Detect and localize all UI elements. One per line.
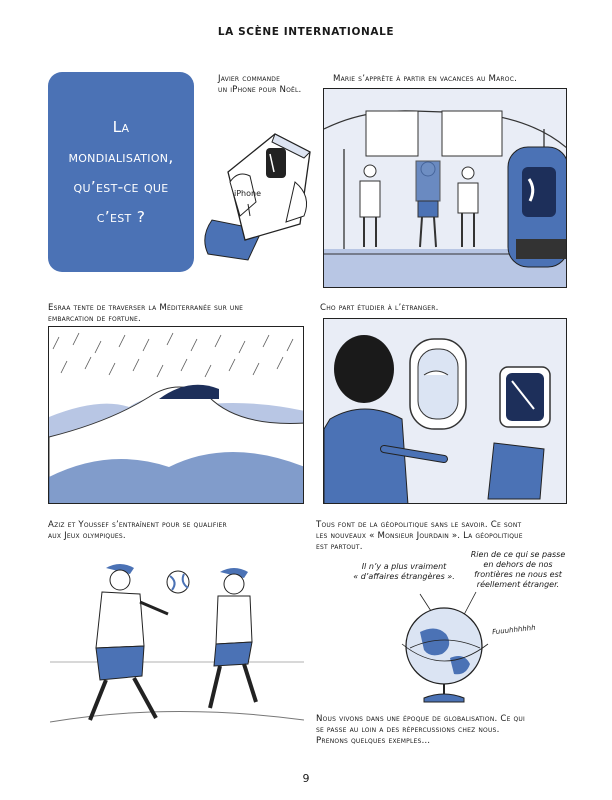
panel-train [323,88,567,288]
caption-iphone: Javier commande un iPhone pour Noël. [218,74,302,95]
title-line: mondialisation, [68,148,174,166]
player-left [90,564,168,720]
plane-cabin-drawing [324,319,567,504]
page-title [68,112,173,232]
sound-effect: Fuuuhhhhhh [491,623,536,637]
caption-boat: Esraa tente de traverser la Méditerranée sur une embarcation de fortune. [48,303,244,324]
iphone-illustration [200,112,315,262]
title-line: c’est ? [96,208,146,226]
iphone-box-label: iPhone [234,189,262,198]
train-station-drawing [324,89,567,288]
globe-drawing [380,588,510,708]
caption-footer: Nous vivons dans une époque de globalisation. Ce qui se passe au loin a des répercussions chez nous. Prenons quelques exemples… [316,714,525,746]
player-right [210,568,256,708]
caption-globe: Tous font de la géopolitique sans le savoir. Ce sont les nouveaux « Monsieur Jourdain ». La géopolitique est partout. [316,520,523,552]
panel-boat [48,326,304,504]
iphone-box-drawing [200,112,315,262]
page-number: 9 [302,772,310,785]
beach-volley-drawing [50,552,304,732]
speech-bubble-right: Rien de ce qui se passe en dehors de nos frontières ne nous est réellement étranger. [470,550,566,589]
panel-plane [323,318,567,504]
caption-train: Marie s’apprête à partir en vacances au Maroc. [333,74,518,84]
sea-boat-drawing [49,327,304,504]
caption-plane: Cho part étudier à l’étranger. [320,303,439,313]
running-header: LA SCÈNE INTERNATIONALE [217,26,395,38]
title-line: La [112,118,130,136]
title-box [48,72,194,272]
caption-volley: Aziz et Youssef s’entraînent pour se qualifier aux Jeux olympiques. [48,520,227,541]
volley-illustration [50,552,304,732]
speech-bubble-left: Il n’y a plus vraiment « d’affaires étrangères ». [353,562,455,581]
globe-illustration [380,588,510,708]
title-line: qu’est-ce que [73,178,169,196]
